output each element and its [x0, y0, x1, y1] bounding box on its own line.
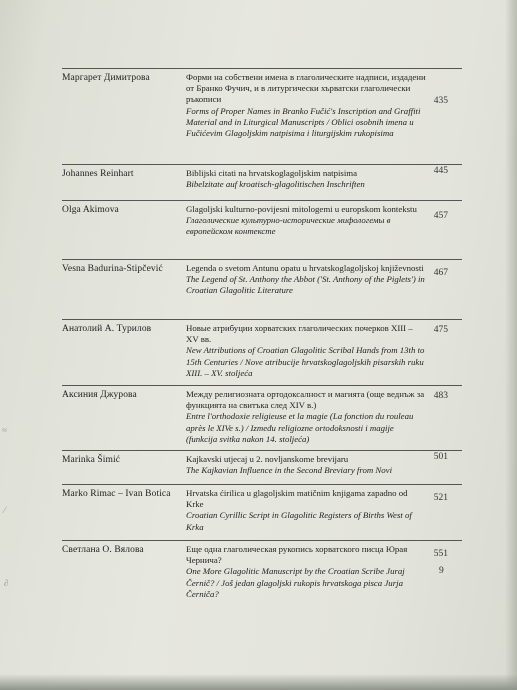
entry-title-translation: Forms of Proper Names in Branko Fučić's Inscription and Graffiti Material and in Liturgical Manuscripts / Oblici osobnih imena u Fučićevim Glagoljskim natpisima i liturgijskim rukopisima: [186, 105, 421, 139]
entry-page-number: 551: [433, 549, 448, 559]
entry-title-block: [186, 454, 426, 476]
show-through-mark: ⁄: [4, 505, 6, 515]
divider: [62, 450, 462, 451]
divider: [62, 164, 462, 165]
divider: [62, 540, 462, 541]
entry-author: Marko Rimac – Ivan Botica: [62, 489, 171, 499]
entry-title: Legenda o svetom Antunu opatu u hrvatskoglagoljskoj književnosti: [186, 263, 424, 273]
toc-entry: [62, 68, 462, 156]
entry-author: Marinka Šimić: [62, 455, 121, 465]
divider: [62, 385, 462, 386]
entry-title: Форми на собствени имена в глаголическите надписи, издадени от Бранко Фучич, и в литургически хърватски глаголически ръкописи: [186, 72, 426, 105]
entry-author: Маргарет Димитрова: [62, 73, 150, 83]
entry-title-block: [186, 488, 426, 533]
entry-page-number: 457: [433, 211, 448, 221]
page-bottom-shadow: [0, 674, 517, 690]
entry-title: Еще одна глаголическая рукопись хорватского писца Юрая Черничa?: [186, 544, 408, 566]
toc-entry: [62, 540, 462, 610]
entry-title-block: [186, 168, 426, 190]
divider: [62, 319, 462, 320]
entry-title-translation: Глаголические культурно-исторические мифологемы в европейском контексте: [186, 215, 391, 237]
entry-title-translation: One More Glagolitic Manuscript by the Croatian Scribe Juraj Černič? / Još jedan glagoljski rukopis hrvatskoga pisca Jurja Černiča?: [186, 566, 405, 599]
divider: [62, 68, 462, 69]
entry-author: Johannes Reinhart: [62, 169, 134, 179]
entry-title-translation: Croatian Cyrillic Script in Glagolitic Registers of Births West of Krka: [186, 510, 412, 532]
entry-title-translation: The Legend of St. Anthony the Abbot ('St. Anthony of the Piglets') in Croatian Glagolitic Literature: [186, 274, 425, 296]
toc-entry: [62, 319, 462, 379]
entry-title-translation: Entre l'orthodoxie religieuse et la magie (La fonction du rouleau après le XIVe s.) / Između religiozne ortodoksnosti i magije (funkcija svitka nakon 14. stoljeća): [186, 411, 414, 444]
entry-page-number: 475: [433, 325, 448, 335]
divider: [62, 259, 462, 260]
entry-title-translation: Bibelzitate auf kroatisch-glagolitischen Inschriften: [186, 179, 365, 190]
entry-title-block: [186, 544, 426, 600]
entry-page-number: 501: [433, 452, 448, 462]
page-number: 9: [439, 566, 444, 576]
entry-title: Hrvatska ćirilica u glagoljskim matičnim knjigama zapadno od Krke: [186, 488, 408, 510]
entry-page-number: 467: [433, 268, 448, 278]
entry-page-number: 445: [433, 166, 448, 176]
show-through-mark: ∂: [4, 578, 9, 588]
entry-page-number: 483: [433, 391, 448, 401]
entry-title: Новые атрибуции хорватских глаголических почерков XIII – XV вв.: [186, 323, 413, 345]
entry-author: Светлана О. Вялова: [62, 545, 144, 555]
entry-title: Biblijski citati na hrvatskoglagoljskim natpisima: [186, 168, 358, 178]
entry-author: Vesna Badurina-Stipčević: [62, 264, 163, 274]
entry-title-block: [186, 204, 426, 238]
entry-title: Glagoljski kulturno-povijesni mitologemi u europskom kontekstu: [186, 204, 417, 214]
toc-entry: [62, 164, 462, 194]
toc-entry: [62, 200, 462, 254]
divider: [62, 484, 462, 485]
toc-entry: [62, 259, 462, 314]
entry-title-block: [186, 263, 426, 297]
entry-author: Анатолий А. Турилов: [62, 324, 152, 334]
show-through-mark: ≈: [2, 425, 7, 435]
entry-page-number: 435: [433, 96, 448, 106]
entry-title-block: [186, 389, 426, 445]
entry-page-number: 521: [433, 493, 448, 503]
entry-title-block: [186, 323, 426, 379]
entry-title: Между религиозната ортодоксалност и магията (още веднъж за функцията на свитъка след XIV в.): [186, 389, 425, 411]
toc-entry: [62, 450, 462, 480]
entry-author: Olga Akimova: [62, 205, 119, 215]
toc-entry: [62, 385, 462, 447]
entry-title: Kajkavski utjecaj u 2. novljanskome brevijaru: [186, 454, 349, 464]
toc-entry: [62, 484, 462, 534]
entry-title-block: [186, 72, 426, 139]
divider: [62, 200, 462, 201]
page-edge-shadow: [505, 0, 517, 690]
entry-title-translation: The Kajkavian Influence in the Second Breviary from Novi: [186, 465, 393, 476]
entry-author: Аксиния Джурова: [62, 390, 137, 400]
entry-title-translation: New Attributions of Croatian Glagolitic Scribal Hands from 13th to 15th Centuries / Nove atribucije hrvatskoglagoljskih pisarskih ruku XIII. – XV. stoljeća: [186, 345, 425, 378]
